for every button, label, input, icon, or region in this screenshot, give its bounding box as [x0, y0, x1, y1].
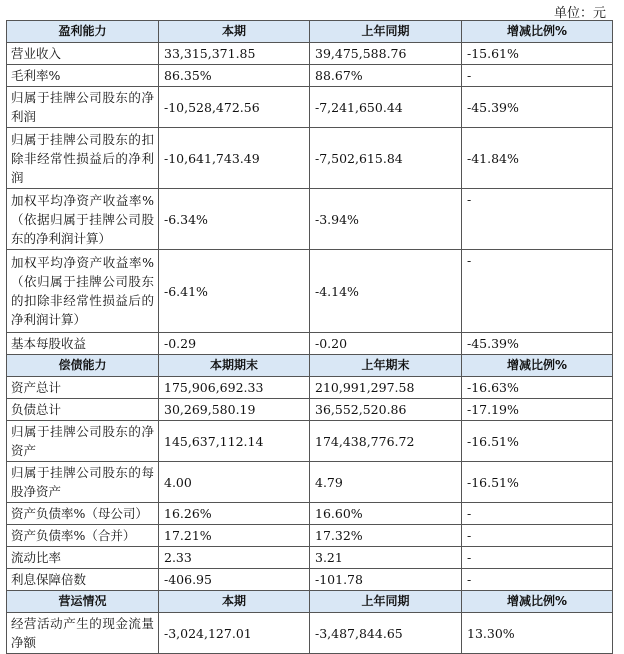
value-cell: -3.94% — [310, 189, 462, 250]
table-row — [7, 250, 613, 333]
value-cell: 16.26% — [159, 503, 310, 525]
value-cell: 86.35% — [159, 65, 310, 87]
row-label: 归属于挂牌公司股东的净利润 — [7, 87, 159, 128]
value-cell: -0.29 — [159, 333, 310, 355]
header-cell: 增减比例% — [462, 21, 613, 43]
value-cell: -6.41% — [159, 250, 310, 333]
row-label: 归属于挂牌公司股东的扣除非经常性损益后的净利润 — [7, 128, 159, 189]
table-row — [7, 87, 613, 128]
row-label: 毛利率% — [7, 65, 159, 87]
value-cell: - — [462, 65, 613, 87]
value-cell: 175,906,692.33 — [159, 377, 310, 399]
value-cell: -406.95 — [159, 569, 310, 591]
table-row — [7, 503, 613, 525]
header-cell: 本期期末 — [159, 355, 310, 377]
row-label: 资产负债率%（合并） — [7, 525, 159, 547]
value-cell: -17.19% — [462, 399, 613, 421]
value-cell: -16.63% — [462, 377, 613, 399]
table-row — [7, 189, 613, 250]
table-row — [7, 377, 613, 399]
row-label: 营业收入 — [7, 43, 159, 65]
header-cell: 上年期末 — [310, 355, 462, 377]
value-cell: 39,475,588.76 — [310, 43, 462, 65]
value-cell: - — [462, 503, 613, 525]
table-row — [7, 613, 613, 654]
section-header-profit — [7, 21, 613, 43]
value-cell: -6.34% — [159, 189, 310, 250]
row-label: 经营活动产生的现金流量净额 — [7, 613, 159, 654]
row-label: 基本每股收益 — [7, 333, 159, 355]
table-row — [7, 128, 613, 189]
value-cell: 88.67% — [310, 65, 462, 87]
header-cell: 盈利能力 — [7, 21, 159, 43]
table-row — [7, 421, 613, 462]
row-label: 流动比率 — [7, 547, 159, 569]
value-cell: 30,269,580.19 — [159, 399, 310, 421]
value-cell: -0.20 — [310, 333, 462, 355]
value-cell: -3,487,844.65 — [310, 613, 462, 654]
value-cell: 174,438,776.72 — [310, 421, 462, 462]
row-label: 利息保障倍数 — [7, 569, 159, 591]
value-cell: -45.39% — [462, 87, 613, 128]
row-label: 资产负债率%（母公司） — [7, 503, 159, 525]
value-cell: 33,315,371.85 — [159, 43, 310, 65]
table-row — [7, 525, 613, 547]
value-cell: -101.78 — [310, 569, 462, 591]
table-row — [7, 462, 613, 503]
table-row — [7, 399, 613, 421]
value-cell: -16.51% — [462, 421, 613, 462]
financial-indicators-table — [6, 20, 613, 654]
value-cell: -15.61% — [462, 43, 613, 65]
row-label: 负债总计 — [7, 399, 159, 421]
value-cell: -7,502,615.84 — [310, 128, 462, 189]
value-cell: -45.39% — [462, 333, 613, 355]
row-label: 资产总计 — [7, 377, 159, 399]
value-cell: - — [462, 569, 613, 591]
header-cell: 增减比例% — [462, 591, 613, 613]
table-row — [7, 43, 613, 65]
value-cell: 210,991,297.58 — [310, 377, 462, 399]
value-cell: -41.84% — [462, 128, 613, 189]
value-cell: - — [462, 189, 613, 250]
header-cell: 本期 — [159, 591, 310, 613]
value-cell: - — [462, 547, 613, 569]
header-cell: 上年同期 — [310, 21, 462, 43]
row-label: 加权平均净资产收益率%（依归属于挂牌公司股东的扣除非经常性损益后的净利润计算） — [7, 250, 159, 333]
header-cell: 本期 — [159, 21, 310, 43]
value-cell: 36,552,520.86 — [310, 399, 462, 421]
row-label: 归属于挂牌公司股东的净资产 — [7, 421, 159, 462]
value-cell: -3,024,127.01 — [159, 613, 310, 654]
unit-label: 单位：元 — [553, 6, 606, 21]
row-label: 加权平均净资产收益率%（依据归属于挂牌公司股东的净利润计算） — [7, 189, 159, 250]
table-row — [7, 65, 613, 87]
table-row — [7, 569, 613, 591]
value-cell: 16.60% — [310, 503, 462, 525]
value-cell: 4.79 — [310, 462, 462, 503]
value-cell: 17.21% — [159, 525, 310, 547]
section-header-operation — [7, 591, 613, 613]
value-cell: 13.30% — [462, 613, 613, 654]
header-cell: 上年同期 — [310, 591, 462, 613]
value-cell: 4.00 — [159, 462, 310, 503]
value-cell: - — [462, 250, 613, 333]
section-header-solvency — [7, 355, 613, 377]
value-cell: 3.21 — [310, 547, 462, 569]
value-cell: -10,641,743.49 — [159, 128, 310, 189]
table-row — [7, 333, 613, 355]
header-cell: 营运情况 — [7, 591, 159, 613]
row-label: 归属于挂牌公司股东的每股净资产 — [7, 462, 159, 503]
value-cell: -7,241,650.44 — [310, 87, 462, 128]
value-cell: 17.32% — [310, 525, 462, 547]
header-cell: 增减比例% — [462, 355, 613, 377]
value-cell: -10,528,472.56 — [159, 87, 310, 128]
value-cell: -4.14% — [310, 250, 462, 333]
value-cell: 2.33 — [159, 547, 310, 569]
value-cell: - — [462, 525, 613, 547]
value-cell: -16.51% — [462, 462, 613, 503]
table-row — [7, 547, 613, 569]
header-cell: 偿债能力 — [7, 355, 159, 377]
value-cell: 145,637,112.14 — [159, 421, 310, 462]
